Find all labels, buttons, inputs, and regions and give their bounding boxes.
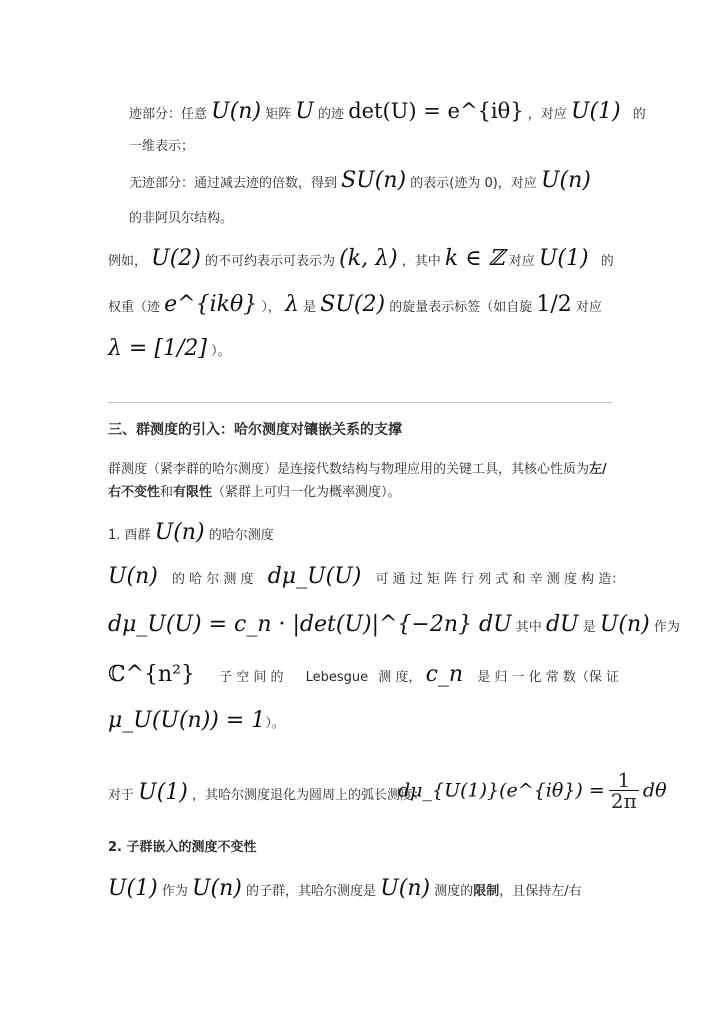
example-line-2 (108, 292, 602, 317)
text: 的旋量表示标签（如自旋 (389, 300, 533, 315)
math-k-in-Z: k ∈ ℤ (444, 246, 505, 271)
text: ，对应 (527, 107, 567, 122)
math-fraction (609, 770, 639, 811)
text: 可 通 过 矩 阵 行 列 式 和 辛 测 度 构 造： (375, 572, 625, 587)
section-title: 三、群测度的引入：哈尔测度对镶嵌关系的支撑 (108, 422, 402, 438)
text: 1. 酉群 (108, 528, 151, 543)
text: 群测度（紧李群的哈尔测度）是连接代数结构与物理应用的关键工具，其核心性质为 (108, 462, 590, 477)
math-normalization: μ_U(U(n)) = 1 (108, 708, 266, 733)
math-Un: U(n) (380, 876, 431, 901)
text: 对应 (575, 300, 602, 315)
math-dU: dU (545, 612, 579, 637)
text: ）。 (265, 716, 285, 731)
math-det: det(U) = e^{iθ} (348, 99, 524, 123)
text: 和 (160, 485, 174, 500)
text: 测度的 (434, 884, 474, 899)
text: 的哈尔测度 (208, 528, 274, 543)
math-Un: U(n) (211, 99, 262, 124)
math-Un: U(n) (192, 876, 242, 901)
text: 对应 (508, 254, 535, 269)
text: ）。 (211, 344, 231, 359)
text: 的不可约表示可表示为 (205, 254, 336, 269)
subgroup-line (108, 876, 582, 901)
example-line-3 (108, 336, 231, 361)
bold-text: 左/ (589, 462, 607, 477)
math-dtheta: dθ (642, 779, 667, 802)
math-haar-formula: dμ_U(U) = c_n · |det(U)|^{−2n} dU (108, 612, 512, 637)
haar-construct-line-1 (108, 564, 625, 589)
text: 其中 (515, 620, 542, 635)
bold-text: 限制 (473, 884, 500, 899)
text: 的非阿贝尔结构。 (129, 211, 234, 226)
haar-construct-line-2 (108, 612, 680, 637)
math-e-iktheta: e^{ikθ} (164, 292, 258, 317)
math-Un: U(n) (154, 520, 205, 545)
math-U1: U(1) (538, 246, 589, 271)
text: 是 归 一 化 常 数（保 证 (477, 670, 620, 685)
text: Lebesgue (305, 670, 369, 685)
bold-text: 有限性 (173, 485, 213, 500)
text: 的 (600, 254, 614, 269)
text: 子 空 间 的 (219, 670, 284, 685)
math-half: 1/2 (536, 292, 572, 317)
math-cn: c_n (425, 662, 464, 687)
text: 对于 (108, 788, 135, 803)
math-U1: U(1) (138, 780, 188, 805)
example-line-1 (108, 246, 614, 271)
text: 权重（迹 (108, 300, 161, 315)
text: 矩阵 (265, 107, 292, 122)
haar-intro-line-2 (108, 484, 401, 502)
math-U1: U(1) (570, 99, 621, 124)
text: （紧群上可归一化为概率测度）。 (212, 485, 401, 500)
math-lambda-half: λ = [1/2] (108, 336, 207, 361)
subheading-title: 2. 子群嵌入的测度不变性 (108, 840, 257, 855)
math-Un: U(n) (540, 168, 591, 193)
trace-part-line-cont (129, 138, 194, 156)
subheading-1 (108, 520, 274, 545)
math-dmu: dμ_U(U) (267, 564, 362, 589)
text: 作为 (653, 620, 680, 635)
text: ）， (261, 300, 281, 315)
haar-construct-line-3 (108, 662, 620, 687)
text: ，且保持左/右 (499, 884, 582, 899)
text: 的迹 (318, 107, 345, 122)
text: 一维表示； (129, 139, 195, 154)
text: 的 哈 尔 测 度 (172, 572, 254, 587)
math-Un: U(n) (599, 612, 650, 637)
haar-construct-line-4 (108, 708, 285, 733)
math-C-n2: ℂ^{n²} (108, 662, 195, 687)
text: 是 (582, 620, 596, 635)
text: ，其哈尔测度退化为圆周上的弧长测度： (192, 788, 427, 803)
math-U2: U(2) (151, 246, 201, 271)
text: 测 度， (378, 670, 422, 685)
text: 是 (303, 300, 317, 315)
fraction-denominator: 2π (610, 789, 637, 813)
section-heading (108, 421, 402, 439)
text: 作为 (161, 884, 188, 899)
traceless-part-line-cont (129, 210, 233, 228)
math-k-lambda: (k, λ) (339, 246, 398, 271)
math-U1: U(1) (108, 876, 158, 901)
text: 无迹部分：通过减去迹的倍数，得到 (129, 176, 338, 191)
text: 的表示(迹为 0)，对应 (410, 176, 537, 191)
math-SUn: SU(n) (341, 168, 407, 193)
text: ，其中 (401, 254, 441, 269)
text: 迹部分：任意 (129, 107, 208, 122)
subheading-2 (108, 839, 257, 857)
text: 的 (632, 107, 646, 122)
fraction-numerator: 1 (609, 770, 639, 791)
math-dmu-U1: dμ_{U(1)}(e^{iθ}) = (398, 779, 605, 802)
section-divider (108, 402, 612, 403)
math-lambda: λ (285, 292, 299, 317)
trace-part-line (129, 99, 646, 124)
traceless-part-line (129, 168, 591, 193)
math-SU2: SU(2) (320, 292, 386, 317)
math-U: U (295, 99, 314, 124)
text: 例如， (108, 254, 148, 269)
haar-intro-line-1 (108, 461, 607, 479)
math-Un: U(n) (108, 564, 158, 589)
bold-text: 右不变性 (108, 485, 161, 500)
text: 的子群，其哈尔测度是 (246, 884, 377, 899)
